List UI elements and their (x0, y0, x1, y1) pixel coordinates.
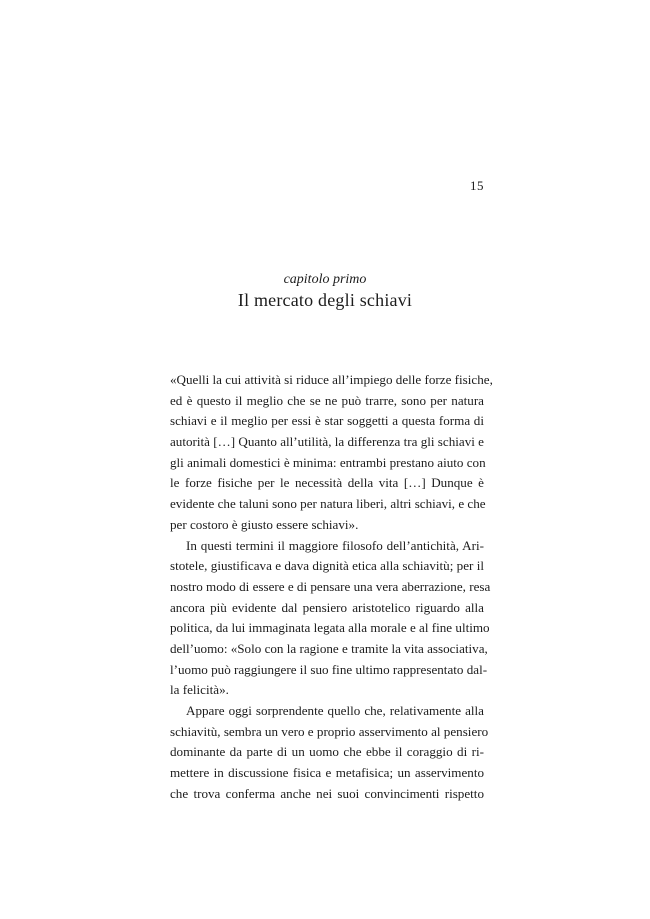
text-line: stotele, giustificava e dava dignità etica alla schiavitù; per il (170, 558, 484, 574)
chapter-title: Il mercato degli schiavi (237, 290, 413, 310)
text-line: schiavitù, sembra un vero e proprio asservimento al pensiero (170, 723, 489, 739)
text-line: Appare oggi sorprendente quello che, relativamente alla (186, 703, 484, 718)
text-line: autorità […] Quanto all’utilità, la differenza tra gli schiavi e (170, 434, 484, 450)
text-line: politica, da lui immaginata legata alla morale e al fine ultimo (170, 620, 490, 636)
chapter-label: capitolo primo (283, 272, 367, 287)
text-line: gli animali domestici è minima: entrambi prestano aiuto con (170, 454, 486, 470)
text-line: l’uomo può raggiungere il suo fine ultimo rappresentato dal- (170, 661, 488, 677)
text-line: dominante da parte di un uomo che ebbe il coraggio di ri- (170, 744, 484, 760)
text-line: ancora più evidente dal pensiero aristotelico riguardo alla (170, 599, 484, 615)
text-line: che trova conferma anche nei suoi convincimenti rispetto (170, 785, 484, 801)
text-line: per costoro è giusto essere schiavi». (170, 516, 359, 532)
page-number: 15 (470, 178, 484, 193)
body-text (170, 370, 493, 804)
text-line: le forze fisiche per le necessità della vita […] Dunque è (170, 475, 484, 491)
text-line: ed è questo il meglio che se ne può trarre, sono per natura (170, 392, 484, 408)
text-line: nostro modo di essere e di pensare una vera aberrazione, resa (170, 578, 491, 594)
text-line: la felicità». (170, 682, 229, 698)
text-line: In questi termini il maggiore filosofo dell’antichità, Ari- (186, 537, 484, 553)
text-line: «Quelli la cui attività si riduce all’impiego delle forze fisiche, (170, 372, 493, 387)
text-line: schiavi e il meglio per essi è star soggetti a questa forma di (170, 413, 484, 429)
text-line: evidente che taluni sono per natura liberi, altri schiavi, e che (170, 496, 486, 512)
text-line: mettere in discussione fisica e metafisica; un asservimento (170, 765, 484, 781)
text-line: dell’uomo: «Solo con la ragione e tramite la vita associativa, (170, 640, 488, 656)
